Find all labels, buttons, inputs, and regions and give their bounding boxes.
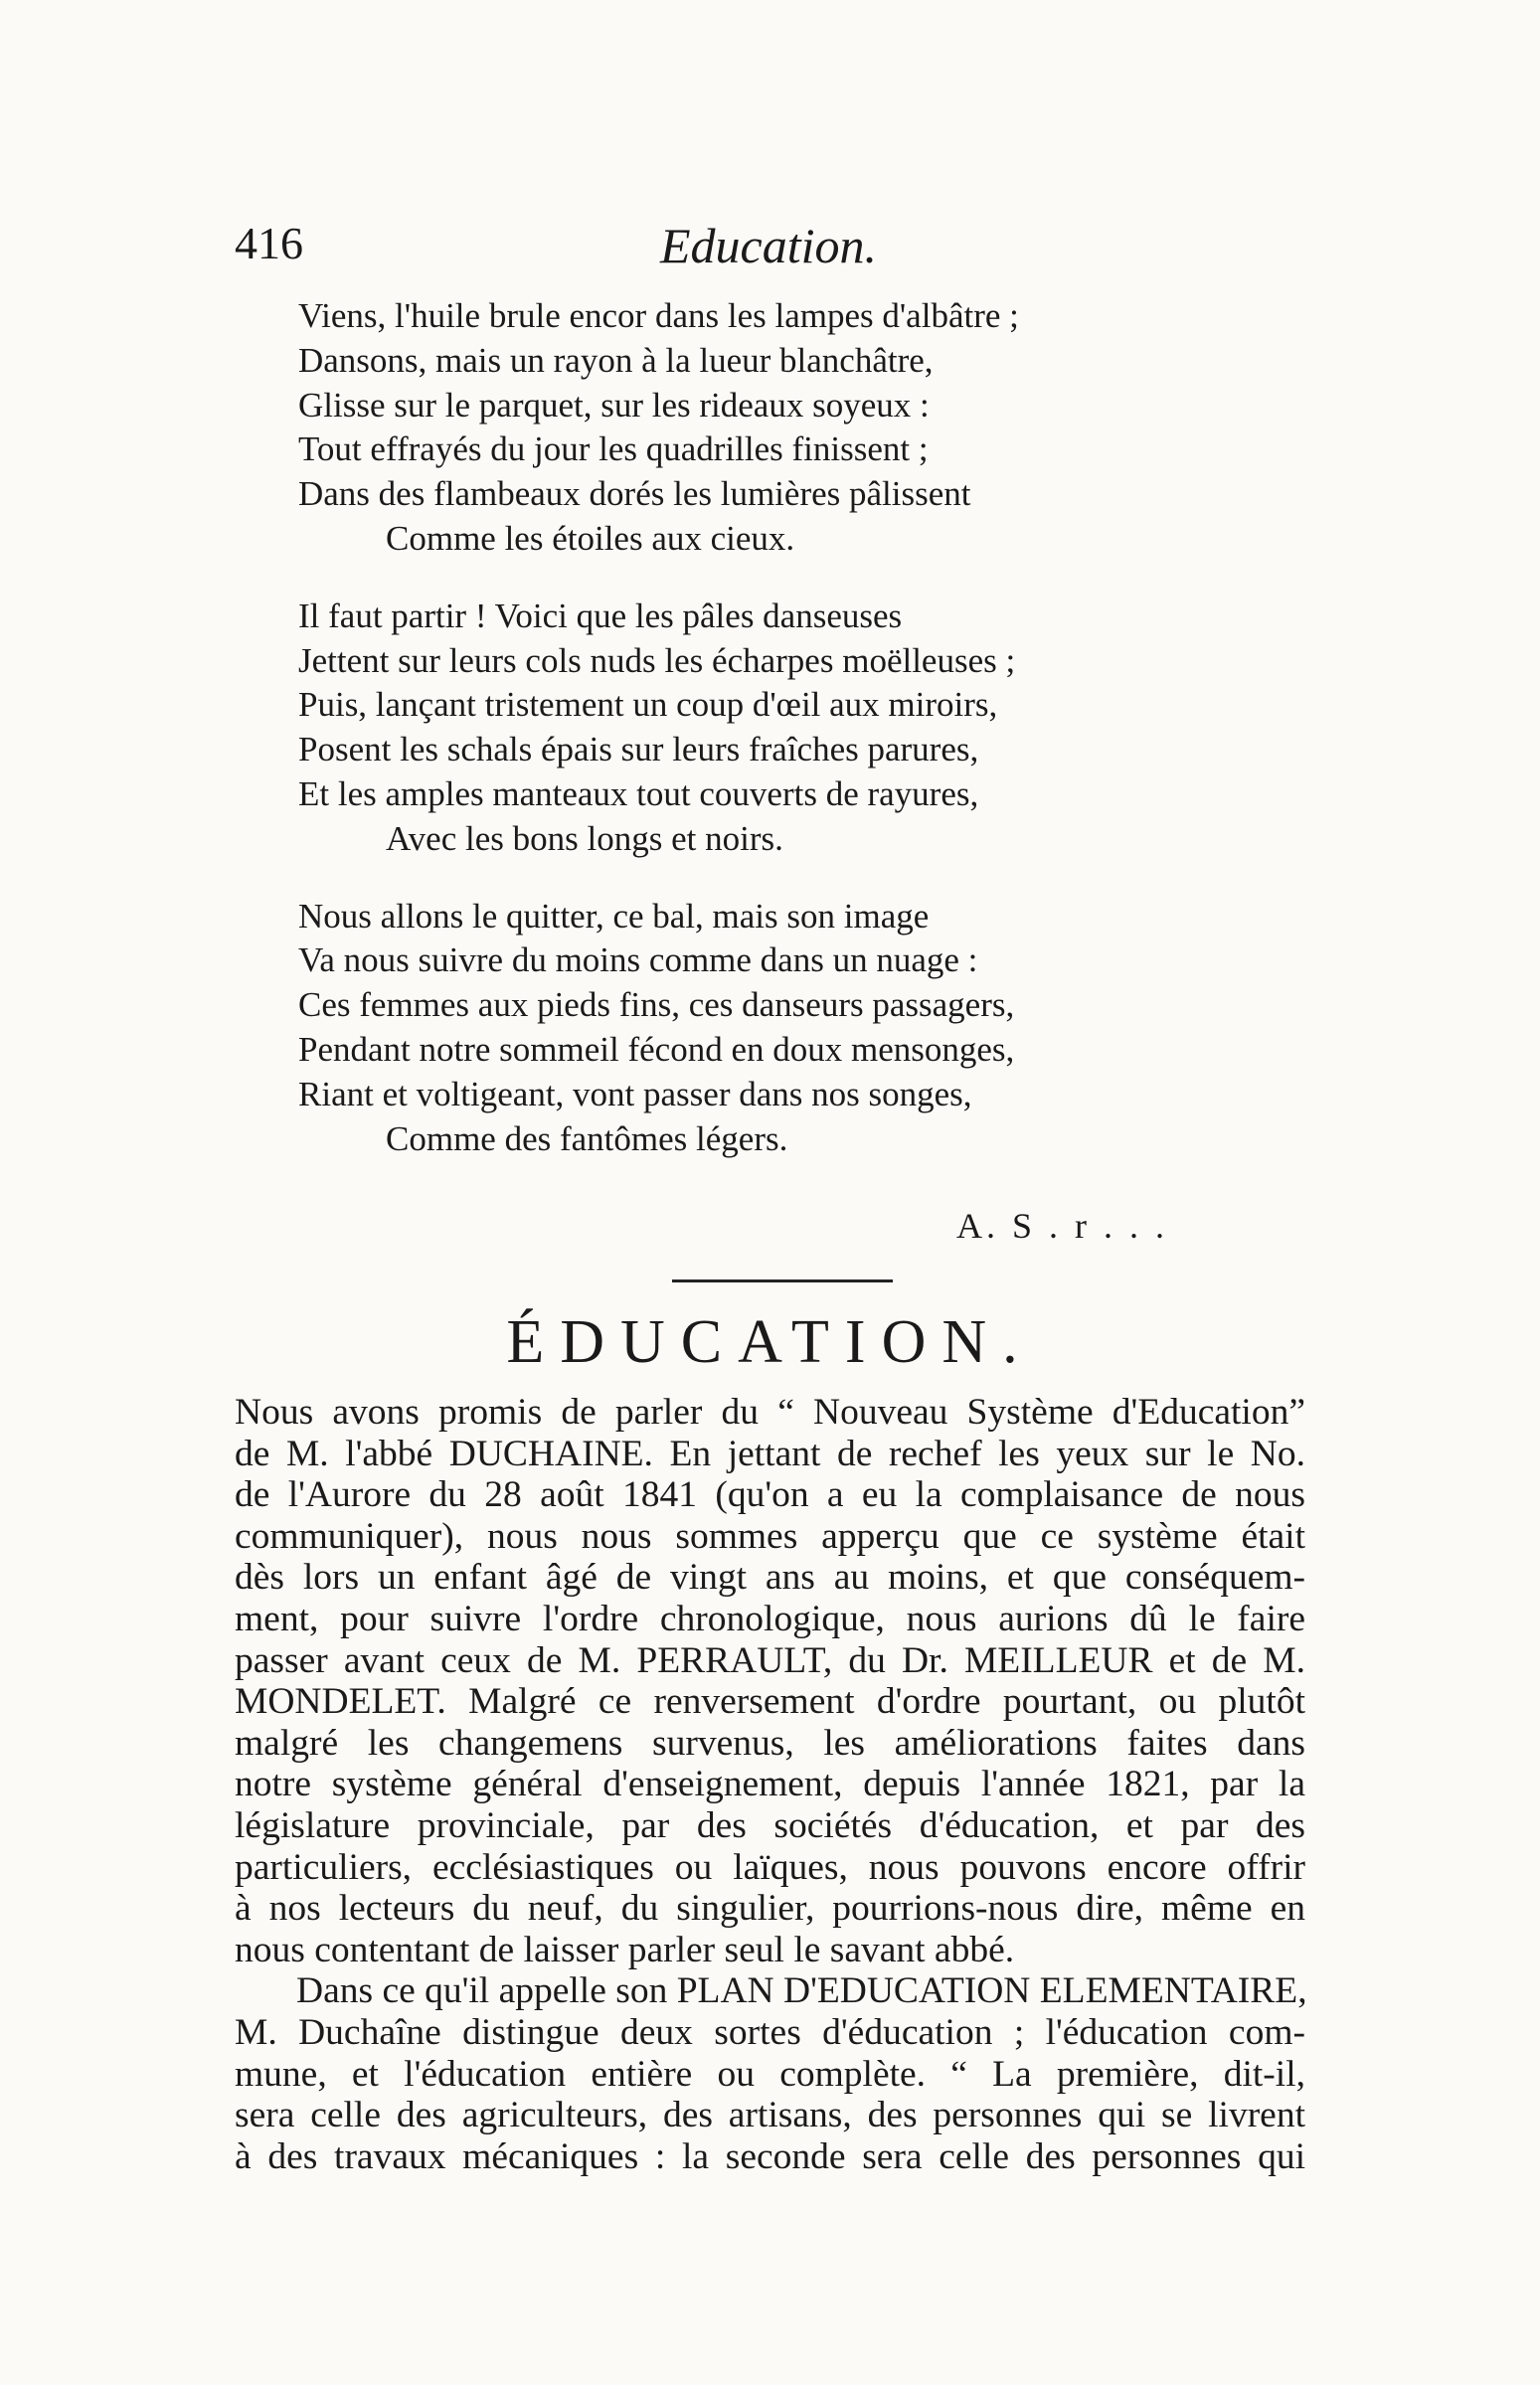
text-line: notre système général d'enseignement, depuis l'année 1821, par la (235, 1764, 1305, 1805)
text-line: ment, pour suivre l'ordre chronologique, nous aurions dû le faire (235, 1598, 1305, 1639)
running-title: Education. (660, 218, 878, 273)
text-line: passer avant ceux de M. PERRAULT, du Dr. MEILLEUR et de M. (235, 1639, 1305, 1681)
poem (298, 294, 1292, 1194)
section-title: ÉDUCATION. (506, 1308, 1034, 1376)
verse-line: Comme des fantômes légers. (386, 1118, 788, 1158)
verse-line: Et les amples manteaux tout couverts de rayures, (298, 773, 979, 813)
text-line: de M. l'abbé DUCHAINE. En jettant de rechef les yeux sur le No. (235, 1433, 1305, 1474)
section-divider (672, 1279, 893, 1282)
verse-line: Tout effrayés du jour les quadrilles finissent ; (298, 429, 929, 469)
text-line: dès lors un enfant âgé de vingt ans au moins, et que conséquem- (235, 1557, 1305, 1599)
stanza-2 (298, 595, 1292, 862)
verse-line: Jettent sur leurs cols nuds les écharpes moëlleuses ; (298, 640, 1016, 680)
verse-line: Nous allons le quitter, ce bal, mais son image (298, 896, 930, 936)
text-line: Dans ce qu'il appelle son PLAN D'EDUCATION ELEMENTAIRE, (296, 1970, 1307, 2012)
text-line: M. Duchaîne distingue deux sortes d'éducation ; l'éducation com- (235, 2011, 1305, 2053)
verse-line: Glisse sur le parquet, sur les rideaux soyeux : (298, 385, 930, 425)
verse-line: Ces femmes aux pieds fins, ces danseurs passagers, (298, 985, 1015, 1025)
verse-line: Dansons, mais un rayon à la lueur blanchâtre, (298, 340, 934, 380)
paragraph-1 (235, 1392, 1305, 1970)
verse-line: Comme les étoiles aux cieux. (386, 518, 795, 558)
text-line: malgré les changemens survenus, les améliorations faites dans (235, 1722, 1305, 1764)
article-body (235, 1392, 1305, 2177)
text-line: à nos lecteurs du neuf, du singulier, pourrions-nous dire, même en (235, 1888, 1305, 1930)
verse-line: Posent les schals épais sur leurs fraîches parures, (298, 730, 979, 769)
verse-line: Il faut partir ! Voici que les pâles danseuses (298, 596, 903, 635)
text-line: nous contentant de laisser parler seul le savant abbé. (235, 1929, 1015, 1970)
paragraph-2 (235, 1970, 1305, 2177)
stanza-1 (298, 294, 1292, 562)
verse-line: Viens, l'huile brule encor dans les lampes d'albâtre ; (298, 296, 1019, 335)
text-line: sera celle des agriculteurs, des artisans, des personnes qui se livrent (235, 2095, 1305, 2136)
page-number: 416 (235, 218, 303, 268)
verse-line: Pendant notre sommeil fécond en doux mensonges, (298, 1029, 1015, 1069)
verse-line: Avec les bons longs et noirs. (386, 818, 783, 858)
text-line: communiquer), nous nous sommes apperçu que ce système était (235, 1515, 1305, 1557)
text-line: à des travaux mécaniques : la seconde sera celle des personnes qui (235, 2135, 1305, 2177)
verse-line: Riant et voltigeant, vont passer dans nos songes, (298, 1074, 972, 1113)
text-line: particuliers, ecclésiastiques ou laïques, nous pouvons encore offrir (235, 1846, 1305, 1888)
text-line: MONDELET. Malgré ce renversement d'ordre pourtant, ou plutôt (235, 1681, 1305, 1723)
text-line: de l'Aurore du 28 août 1841 (qu'on a eu la complaisance de nous (235, 1474, 1305, 1516)
text-line: législature provinciale, par des sociétés d'éducation, et par des (235, 1804, 1305, 1846)
verse-line: Dans des flambeaux dorés les lumières pâlissent (298, 474, 971, 514)
text-line: mune, et l'éducation entière ou complète. “ La première, dit-il, (235, 2053, 1305, 2095)
stanza-3 (298, 895, 1292, 1162)
running-head (235, 217, 1305, 276)
poem-signature: A. S . r . . . (956, 1206, 1169, 1246)
text-line: Nous avons promis de parler du “ Nouveau Système d'Education” (235, 1392, 1305, 1433)
verse-line: Va nous suivre du moins comme dans un nuage : (298, 940, 978, 980)
verse-line: Puis, lançant tristement un coup d'œil aux miroirs, (298, 685, 998, 725)
